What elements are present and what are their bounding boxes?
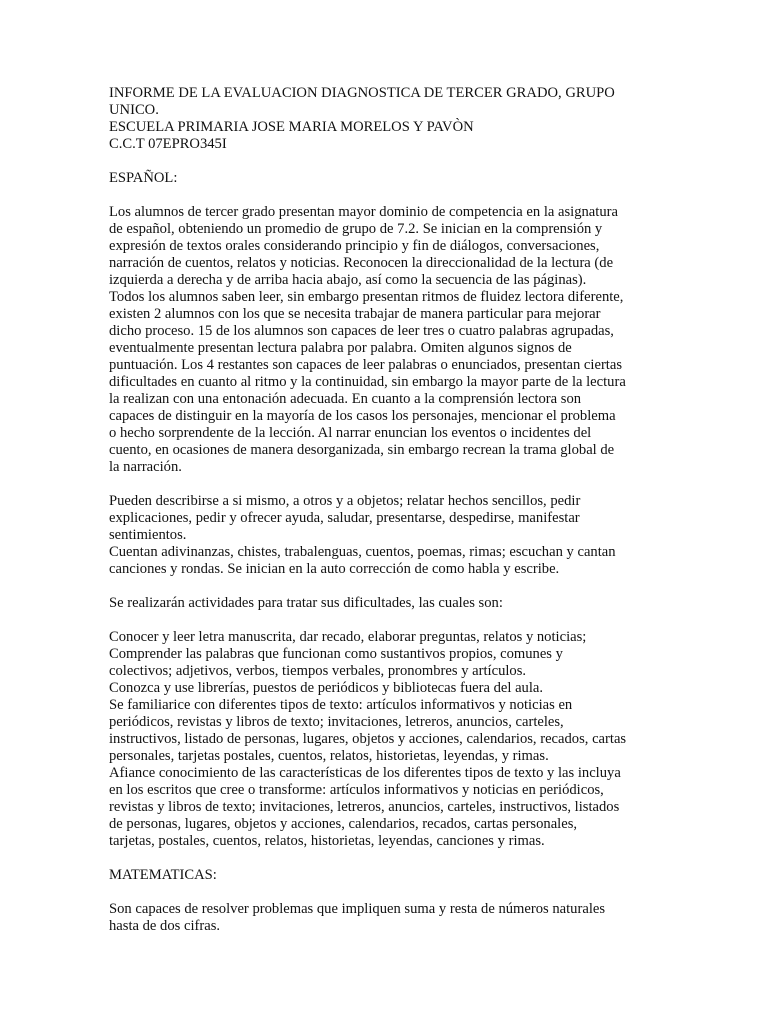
text-line: cuento, en ocasiones de manera desorganizada, sin embargo recrean la trama global de [109,442,615,458]
matematicas-heading: MATEMATICAS: [109,867,217,883]
text-line: instructivos, listado de personas, lugares, objetos y acciones, calendarios, recados, cartas [109,731,627,747]
text-line: Son capaces de resolver problemas que impliquen suma y resta de números naturales [109,901,606,917]
espanol-paragraph-3 [109,595,669,612]
text-line: Se realizarán actividades para tratar sus dificultades, las cuales son: [109,595,503,611]
text-line: colectivos; adjetivos, verbos, tiempos verbales, pronombres y artículos. [109,663,527,679]
text-line: en los escritos que cree o transforme: artículos informativos y noticias en periódicos, [109,782,604,798]
document-body [109,85,669,935]
paragraph-gap [109,884,669,901]
paragraph-gap [109,476,669,493]
text-line: la realizan con una entonación adecuada. En cuanto a la comprensión lectora son [109,391,582,407]
paragraph-gap [109,612,669,629]
paragraph-gap [109,187,669,204]
text-line: expresión de textos orales considerando principio y fin de diálogos, conversaciones, [109,238,600,254]
text-line: hasta de dos cifras. [109,918,221,934]
text-line: la narración. [109,459,182,475]
header-line: INFORME DE LA EVALUACION DIAGNOSTICA DE TERCER GRADO, GRUPO [109,85,615,101]
text-line: de español, obteniendo un promedio de grupo de 7.2. Se inician en la comprensión y [109,221,603,237]
text-line: izquierda a derecha y de arriba hacia abajo, así como la secuencia de las páginas). [109,272,587,288]
text-line: personales, tarjetas postales, cuentos, relatos, historietas, leyendas, y rimas. [109,748,549,764]
text-line: Los alumnos de tercer grado presentan mayor dominio de competencia en la asignatura [109,204,618,220]
matematicas-paragraph-1 [109,901,669,935]
text-line: Comprender las palabras que funcionan como sustantivos propios, comunes y [109,646,563,662]
text-line: Pueden describirse a si mismo, a otros y a objetos; relatar hechos sencillos, pedir [109,493,581,509]
text-line: Todos los alumnos saben leer, sin embargo presentan ritmos de fluidez lectora diferente, [109,289,624,305]
text-line: Cuentan adivinanzas, chistes, trabalenguas, cuentos, poemas, rimas; escuchan y cantan [109,544,616,560]
header-line: C.C.T 07EPRO345I [109,136,227,152]
text-line: Conocer y leer letra manuscrita, dar recado, elaborar preguntas, relatos y noticias; [109,629,587,645]
document-header [109,85,669,153]
text-line: explicaciones, pedir y ofrecer ayuda, saludar, presentarse, despedirse, manifestar [109,510,580,526]
text-line: dificultades en cuanto al ritmo y la continuidad, sin embargo la mayor parte de la lectura [109,374,626,390]
paragraph-gap [109,153,669,170]
text-line: narración de cuentos, relatos y noticias. Reconocen la direccionalidad de la lectura (de [109,255,614,271]
text-line: puntuación. Los 4 restantes son capaces de leer palabras o enunciados, presentan ciertas [109,357,623,373]
text-line: Se familiarice con diferentes tipos de texto: artículos informativos y noticias en [109,697,573,713]
text-line: dicho proceso. 15 de los alumnos son capaces de leer tres o cuatro palabras agrupadas, [109,323,614,339]
paragraph-gap [109,578,669,595]
text-line: canciones y rondas. Se inician en la auto corrección de como habla y escribe. [109,561,560,577]
text-line: capaces de distinguir en la mayoría de los casos los personajes, mencionar el problema [109,408,616,424]
text-line: Conozca y use librerías, puestos de periódicos y bibliotecas fuera del aula. [109,680,544,696]
text-line: Afiance conocimiento de las características de los diferentes tipos de texto y las incluya [109,765,621,781]
text-line: sentimientos. [109,527,187,543]
header-line: ESCUELA PRIMARIA JOSE MARIA MORELOS Y PAVÒN [109,119,474,135]
text-line: o hecho sorprendente de la lección. Al narrar enuncian los eventos o incidentes del [109,425,592,441]
espanol-paragraph-4 [109,629,669,850]
header-line: UNICO. [109,102,159,118]
text-line: eventualmente presentan lectura palabra por palabra. Omiten algunos signos de [109,340,572,356]
text-line: de personas, lugares, objetos y acciones, calendarios, recados, cartas personales, [109,816,578,832]
text-line: periódicos, revistas y libros de texto; invitaciones, letreros, anuncios, carteles, [109,714,564,730]
text-line: existen 2 alumnos con los que se necesita trabajar de manera particular para mejorar [109,306,601,322]
espanol-paragraph-1 [109,204,669,476]
espanol-heading: ESPAÑOL: [109,170,178,186]
text-line: tarjetas, postales, cuentos, relatos, historietas, leyendas, canciones y rimas. [109,833,545,849]
paragraph-gap [109,850,669,867]
text-line: revistas y libros de texto; invitaciones, letreros, anuncios, carteles, instructivos, listados [109,799,620,815]
espanol-paragraph-2 [109,493,669,578]
